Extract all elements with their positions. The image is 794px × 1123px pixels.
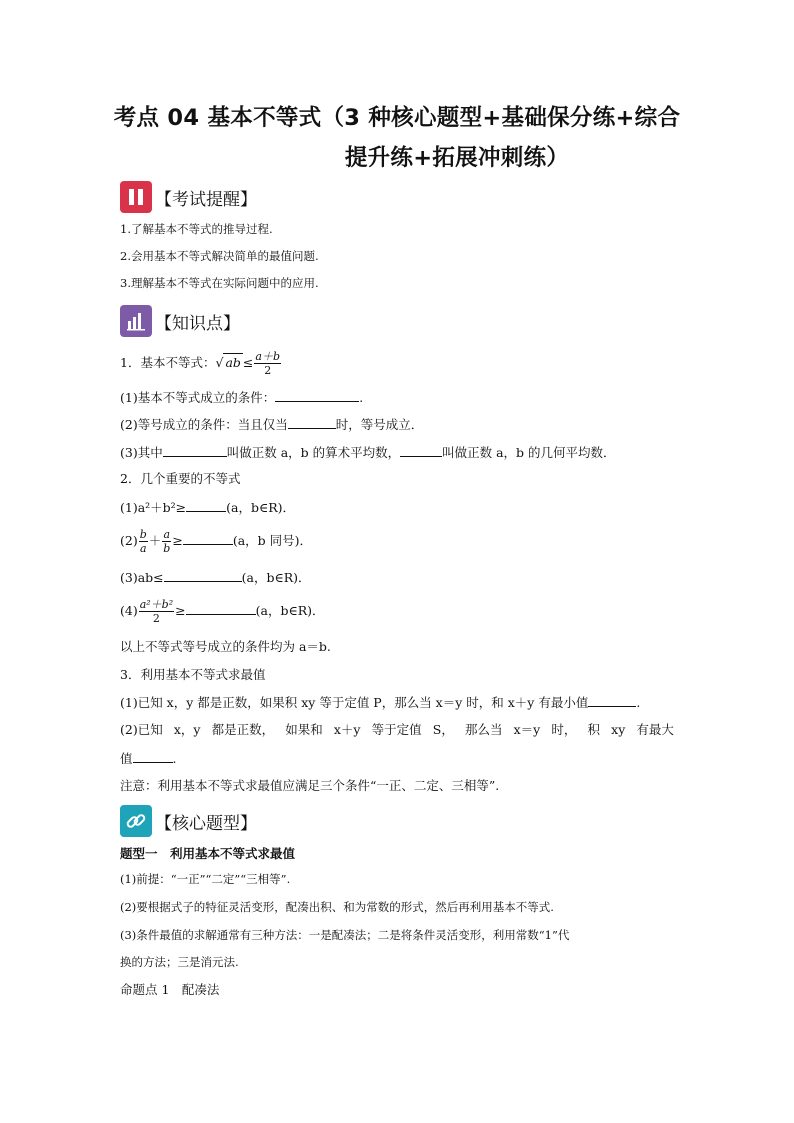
word: S， — [432, 722, 454, 737]
geq-sign: ≥ — [175, 603, 186, 618]
core-point-1: (1)前提：“一正”“二定”“三相等”. — [120, 872, 291, 886]
denominator: 2 — [152, 612, 160, 625]
label: 1．基本不等式： — [120, 355, 216, 370]
question-type-1-title: 题型一 利用基本不等式求最值 — [120, 846, 296, 861]
denominator: a — [139, 542, 147, 555]
fill-blank — [275, 388, 359, 402]
extremum-heading: 3．利用基本不等式求最值 — [120, 667, 266, 682]
equality-condition-note: 以上不等式等号成立的条件均为 a＝b. — [120, 639, 331, 654]
word: (2)已知 — [120, 722, 163, 737]
text: (1)a²＋b²≥ — [120, 500, 187, 515]
word: xy — [611, 722, 626, 737]
fill-blank — [133, 749, 173, 763]
word: 等于定值 — [371, 722, 422, 737]
numerator: a — [163, 528, 171, 541]
fill-blank — [400, 443, 442, 457]
denominator: 2 — [264, 364, 272, 377]
title-line-1: 考点 04 基本不等式（3 种核心题型+基础保分练+综合 — [113, 105, 681, 131]
geq-sign: ≥ — [172, 533, 183, 548]
fill-blank — [588, 693, 636, 707]
reminder-item: 2.会用基本不等式解决简单的最值问题. — [120, 249, 319, 263]
section-core-header — [120, 804, 257, 838]
fraction — [139, 598, 174, 625]
core-point-3-continued: 换的方法；三是消元法. — [120, 955, 239, 969]
fill-blank — [186, 601, 256, 615]
denominator: b — [163, 542, 171, 555]
text: (a，b∈R)． — [241, 570, 311, 585]
leq-sign: ≤ — [242, 355, 254, 370]
text: (a，b∈R)． — [226, 500, 296, 515]
word: 都是正数， — [211, 722, 275, 737]
numerator: a＋b — [255, 350, 280, 363]
pause-bars-icon — [120, 181, 152, 213]
text: (a，b∈R)． — [255, 603, 325, 618]
word: x，y — [173, 722, 201, 737]
inequality-2 — [120, 528, 312, 555]
text: (4) — [120, 603, 138, 618]
numerator: a²＋b² — [139, 598, 174, 611]
text: 叫做正数 a，b 的几何平均数． — [442, 445, 616, 460]
bar-chart-icon — [120, 305, 152, 337]
title-line-2: 提升练+拓展冲刺练） — [344, 145, 570, 171]
text: (3)ab≤ — [120, 570, 164, 585]
sqrt-ab: ab — [225, 355, 241, 370]
section-knowledge-heading: 【知识点】 — [155, 313, 240, 334]
extremum-1 — [120, 693, 640, 712]
basic-inequality-line: 1．基本不等式：√ ab ≤ $\frac{a+b}{2}$ — [120, 350, 280, 377]
text: (2) — [120, 533, 138, 548]
inequality-3 — [120, 568, 311, 587]
text: (1)已知 x，y 都是正数，如果积 xy 等于定值 P，那么当 x＝y 时，和 x＋y 有最小值 — [120, 695, 589, 710]
section-core-heading: 【核心题型】 — [155, 813, 257, 834]
inequality-1 — [120, 498, 295, 517]
extremum-2-continued — [120, 749, 177, 768]
text: 时，等号成立． — [335, 417, 424, 432]
text: . — [172, 751, 177, 766]
section-reminder-heading: 【考试提醒】 — [155, 189, 257, 210]
condition-2 — [120, 415, 423, 434]
fraction-b-over-a — [139, 528, 148, 555]
attention-note: 注意：利用基本不等式求最值应满足三个条件“一正、二定、三相等”. — [120, 778, 500, 793]
text: 叫做正数 a，b 的算术平均数， — [226, 445, 401, 460]
important-inequalities-heading: 2．几个重要的不等式 — [120, 471, 241, 486]
word: x＝y — [513, 722, 541, 737]
proposition-point-1: 命题点 1 配凑法 — [120, 982, 220, 997]
text: 值 — [120, 751, 133, 766]
fraction — [254, 350, 281, 377]
fraction-a-over-b — [162, 528, 171, 555]
chain-link-icon — [120, 805, 152, 837]
text: (2)等号成立的条件：当且仅当 — [120, 417, 288, 432]
fill-blank — [288, 415, 336, 429]
fill-blank — [186, 498, 226, 512]
inequality-4 — [120, 598, 325, 625]
reminder-item: 1.了解基本不等式的推导过程. — [120, 222, 273, 236]
fill-blank — [183, 531, 233, 545]
text: (1)基本不等式成立的条件： — [120, 390, 276, 405]
text: (a，b 同号)． — [232, 533, 312, 548]
text: . — [359, 390, 364, 405]
condition-3 — [120, 443, 616, 462]
reminder-item: 3.理解基本不等式在实际问题中的应用. — [120, 276, 319, 290]
fill-blank — [163, 443, 227, 457]
text: (3)其中 — [120, 445, 163, 460]
word: 有最大 — [636, 722, 674, 737]
page-title — [90, 98, 704, 178]
word: x＋y — [333, 722, 361, 737]
core-point-2: (2)要根据式子的特征灵活变形，配凑出积、和为常数的形式，然后再利用基本不等式. — [120, 900, 554, 914]
core-point-3: (3)条件最值的求解通常有三种方法：一是配凑法；二是将条件灵活变形，利用常数“1”代 — [120, 928, 570, 942]
word: 那么当 — [464, 722, 503, 737]
section-knowledge-header — [120, 304, 240, 338]
extremum-2 — [120, 721, 674, 739]
word: 如果和 — [285, 722, 323, 737]
section-reminder-header — [120, 180, 257, 214]
text: . — [636, 695, 641, 710]
word: 积 — [587, 722, 601, 737]
condition-1 — [120, 388, 363, 407]
numerator: b — [139, 528, 147, 541]
fill-blank — [164, 568, 242, 582]
word: 时， — [551, 722, 577, 737]
plus-sign: ＋ — [148, 533, 162, 548]
